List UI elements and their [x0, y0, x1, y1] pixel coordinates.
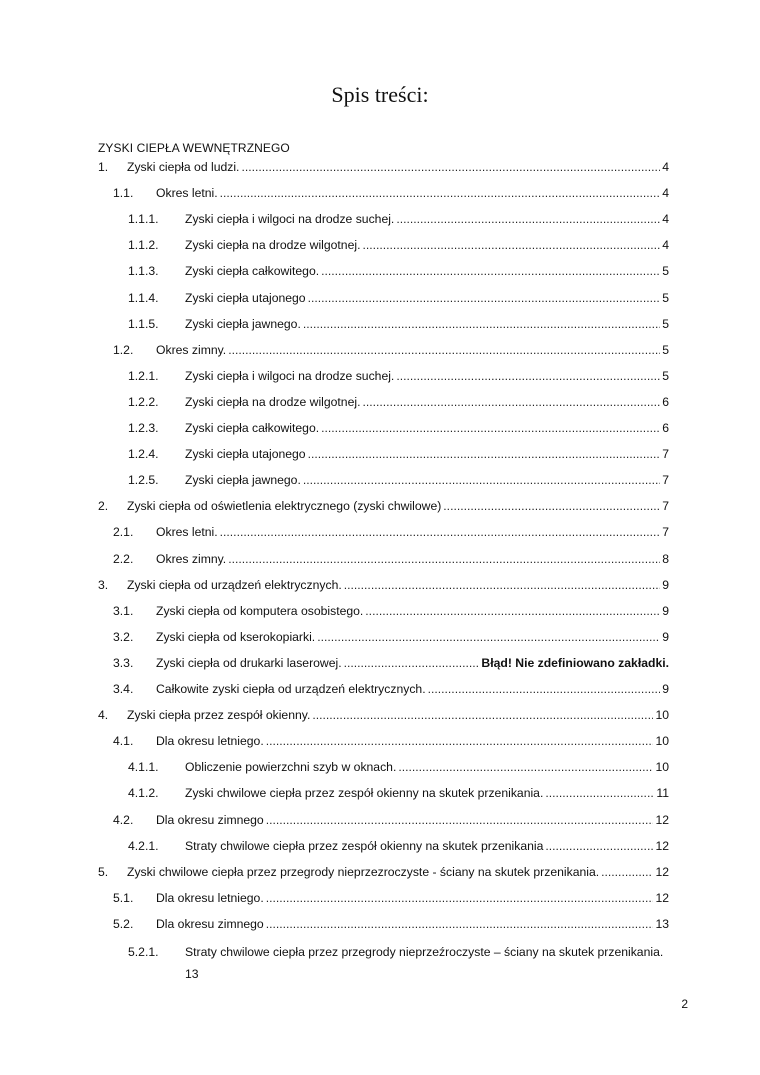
toc-entry-page: 5: [662, 316, 669, 331]
dot-leader: [443, 498, 660, 514]
toc-entry-text: Zyski ciepła całkowitego.: [185, 421, 320, 435]
toc-entry-text: Zyski chwilowe ciepła przez zespół okienny na skutek przenikania.: [185, 786, 544, 801]
toc-entry-text: Zyski chwilowe ciepła przez przegrody nieprzezroczyste - ściany na skutek przenikania.: [127, 864, 600, 879]
toc-entry-2-2[interactable]: [0, 551, 760, 567]
dot-leader: [545, 785, 654, 801]
toc-entry-1-1-2[interactable]: [0, 237, 760, 253]
toc-entry-page: 5: [662, 264, 669, 279]
dot-leader: [362, 394, 660, 410]
toc-entry-4-2-1[interactable]: [0, 838, 760, 854]
dot-leader: [220, 524, 661, 540]
toc-entry-number: 1.2.5.: [128, 473, 159, 488]
toc-entry-4[interactable]: [0, 707, 760, 723]
toc-entry-number: 4.2.1.: [128, 838, 159, 853]
toc-entry-number: 1.2.1.: [128, 368, 159, 383]
dot-leader: [344, 655, 480, 671]
toc-entry-number: 3.1.: [113, 603, 134, 618]
toc-entry-number: 3.2.: [113, 629, 134, 644]
toc-entry-number: 5.2.: [113, 916, 134, 931]
toc-entry-page: 7: [662, 473, 669, 488]
dot-leader: [228, 551, 660, 567]
toc-entry-number: 1.1.5.: [128, 316, 159, 331]
toc-entry-page: 13: [655, 916, 669, 931]
toc-entry-text: Zyski ciepła na drodze wilgotnej.: [185, 238, 361, 253]
section-heading: ZYSKI CIEPŁA WEWNĘTRZNEGO: [98, 141, 290, 155]
toc-entry-page: 13: [185, 967, 199, 981]
toc-entry-page: 12: [655, 890, 669, 905]
toc-entry-number: 1.2.4.: [128, 447, 159, 462]
dot-leader: [308, 290, 661, 306]
dot-leader: [317, 629, 660, 645]
toc-entry-number: 3.4.: [113, 682, 134, 696]
dot-leader: [228, 342, 660, 358]
toc-entry-page: 10: [655, 734, 669, 749]
toc-entry-2[interactable]: [0, 498, 760, 514]
toc-entry-page: 9: [662, 577, 669, 592]
toc-entry-1-2[interactable]: [0, 342, 760, 358]
toc-entry-text: Zyski ciepła jawnego.: [185, 316, 301, 331]
toc-entry-number: 1.1.4.: [128, 290, 159, 305]
toc-entry-text: Zyski ciepła od urządzeń elektrycznych.: [127, 577, 342, 592]
toc-entry-text: Zyski ciepła od oświetlenia elektrycznego (zyski chwilowe): [127, 499, 442, 514]
toc-entry-page: 6: [662, 421, 669, 435]
toc-entry-page: 10: [655, 760, 669, 775]
toc-entry-1-1-4[interactable]: [0, 290, 760, 306]
toc-entry-number: 4.1.2.: [128, 786, 159, 801]
toc-entry-number: 5.1.: [113, 890, 134, 905]
toc-entry-text: Zyski ciepła jawnego.: [185, 473, 301, 488]
toc-entry-number: 2.1.: [113, 525, 134, 540]
toc-entry-3-1[interactable]: [0, 603, 760, 619]
toc-entry-page: Błąd! Nie zdefiniowano zakładki.: [481, 655, 669, 670]
toc-entry-text: Dla okresu zimnego: [156, 916, 264, 931]
toc-entry-text: Okres zimny.: [156, 342, 227, 357]
toc-entry-text: Okres zimny.: [156, 551, 227, 566]
dot-leader: [241, 159, 660, 175]
toc-entry-number: 5.2.1.: [128, 945, 159, 959]
dot-leader: [344, 577, 660, 593]
toc-entry-text: Dla okresu letniego.: [156, 890, 264, 905]
toc-entry-page: 7: [662, 499, 669, 514]
toc-entry-text: Okres letni.: [156, 186, 218, 201]
toc-entry-text: Dla okresu zimnego: [156, 812, 264, 827]
toc-entry-text: Zyski ciepła od ludzi.: [127, 160, 240, 174]
dot-leader: [266, 916, 654, 932]
dot-leader: [308, 446, 661, 462]
toc-entry-number: 1.2.: [113, 342, 134, 357]
toc-entry-page: 4: [662, 160, 669, 174]
toc-entry-number: 4.: [98, 708, 109, 723]
page-title: Spis treści:: [331, 82, 429, 107]
toc-entry-3-3[interactable]: [0, 655, 760, 671]
toc-entry-number: 4.1.1.: [128, 760, 159, 775]
toc-entry-text: Okres letni.: [156, 525, 218, 540]
toc-entry-5-1[interactable]: [0, 890, 760, 906]
toc-entry-page: 12: [655, 838, 669, 853]
dot-leader: [303, 472, 660, 488]
toc-entry-2-1[interactable]: [0, 524, 760, 540]
toc-entry-1-2-4[interactable]: [0, 446, 760, 462]
dot-leader: [266, 890, 654, 906]
toc-entry-page: 6: [662, 394, 669, 409]
toc-entry-page: 5: [662, 368, 669, 383]
toc-entry-page: 7: [662, 525, 669, 540]
toc-entry-text: Zyski ciepła przez zespół okienny.: [127, 708, 311, 723]
dot-leader: [398, 759, 653, 775]
toc-entry-number: 3.3.: [113, 655, 134, 670]
toc-entry-number: 1.1.1.: [128, 212, 159, 227]
toc-entry-text: Zyski ciepła i wilgoci na drodze suchej.: [185, 212, 395, 227]
dot-leader: [396, 368, 660, 384]
dot-leader: [601, 864, 653, 880]
toc-entry-3[interactable]: [0, 577, 760, 593]
toc-entry-page: 9: [662, 682, 669, 696]
toc-entry-1[interactable]: [0, 159, 760, 175]
toc-entry-number: 5.: [98, 864, 109, 879]
toc-entry-page: 9: [662, 629, 669, 644]
toc-entry-text: Zyski ciepła utajonego: [185, 290, 306, 305]
toc-entry-1-1[interactable]: [0, 185, 760, 201]
toc-entry-text: Zyski ciepła utajonego: [185, 447, 306, 462]
toc-entry-5-2[interactable]: [0, 916, 760, 932]
dot-leader: [362, 237, 660, 253]
dot-leader: [428, 681, 661, 697]
dot-leader: [365, 603, 660, 619]
dot-leader: [321, 263, 660, 279]
toc-entry-number: 1.1.3.: [128, 264, 159, 279]
dot-leader: [396, 211, 660, 227]
toc-entry-page: 11: [656, 786, 669, 801]
toc-entry-page: 4: [662, 186, 669, 201]
dot-leader: [545, 838, 653, 854]
dot-leader: [266, 733, 654, 749]
toc-entry-1-1-3[interactable]: [0, 263, 760, 279]
toc-entry-text: Zyski ciepła na drodze wilgotnej.: [185, 394, 361, 409]
toc-entry-page: 4: [662, 212, 669, 227]
toc-entry-text: Dla okresu letniego.: [156, 734, 264, 749]
toc-entry-4-2[interactable]: [0, 812, 760, 828]
toc-entry-4-1-2[interactable]: [0, 785, 760, 801]
toc-entry-5[interactable]: [0, 864, 760, 880]
toc-entry-number: 2.: [98, 499, 109, 514]
toc-entry-page: 9: [662, 603, 669, 618]
toc-entry-number: 2.2.: [113, 551, 134, 566]
toc-entry-1-2-3[interactable]: [0, 420, 760, 436]
toc-entry-3-4[interactable]: [0, 681, 760, 697]
toc-entry-1-2-2[interactable]: [0, 394, 760, 410]
dot-leader: [312, 707, 653, 723]
toc-entry-number: 1.2.3.: [128, 421, 159, 435]
page-number: 2: [681, 997, 688, 1011]
toc-entry-text: Zyski ciepła od komputera osobistego.: [156, 603, 364, 618]
toc-entry-page: 12: [655, 812, 669, 827]
toc-entry-4-1-1[interactable]: [0, 759, 760, 775]
toc-entry-number: 4.1.: [113, 734, 134, 749]
toc-entry-page: 8: [662, 551, 669, 566]
toc-entry-1-1-5[interactable]: [0, 316, 760, 332]
toc-entry-page: 5: [662, 342, 669, 357]
toc-entry-3-2[interactable]: [0, 629, 760, 645]
toc-entry-page: 12: [655, 864, 669, 879]
toc-entry-page: 7: [662, 447, 669, 462]
toc-entry-text: Zyski ciepła od kserokopiarki.: [156, 629, 316, 644]
toc-entry-text: Zyski ciepła i wilgoci na drodze suchej.: [185, 368, 395, 383]
dot-leader: [220, 185, 661, 201]
toc-entry-text: Zyski ciepła całkowitego.: [185, 264, 320, 279]
toc-entry-page: 4: [662, 238, 669, 253]
toc-entry-number: 1.: [98, 160, 109, 174]
toc-entry-text: Straty chwilowe ciepła przez zespół okienny na skutek przenikania: [185, 838, 544, 853]
dot-leader: [303, 316, 660, 332]
toc-entry-1-1-1[interactable]: [0, 211, 760, 227]
toc-entry-text: Zyski ciepła od drukarki laserowej.: [156, 655, 342, 670]
toc-entry-number: 3.: [98, 577, 109, 592]
toc-entry-page: 10: [655, 708, 669, 723]
toc-entry-number: 1.1.: [113, 186, 134, 201]
dot-leader: [266, 812, 654, 828]
toc-entry-text: Obliczenie powierzchni szyb w oknach.: [185, 760, 397, 775]
toc-entry-1-2-1[interactable]: [0, 368, 760, 384]
toc-entry-page: 5: [662, 290, 669, 305]
toc-entry-1-2-5[interactable]: [0, 472, 760, 488]
toc-entry-number: 4.2.: [113, 812, 134, 827]
toc-entry-text: Całkowite zyski ciepła od urządzeń elektrycznych.: [156, 682, 426, 696]
toc-entry-4-1[interactable]: [0, 733, 760, 749]
dot-leader: [321, 420, 660, 436]
toc-entry-number: 1.2.2.: [128, 394, 159, 409]
toc-entry-number: 1.1.2.: [128, 238, 159, 253]
toc-entry-text: Straty chwilowe ciepła przez przegrody nieprzeźroczyste – ściany na skutek przenikania.: [185, 945, 664, 959]
